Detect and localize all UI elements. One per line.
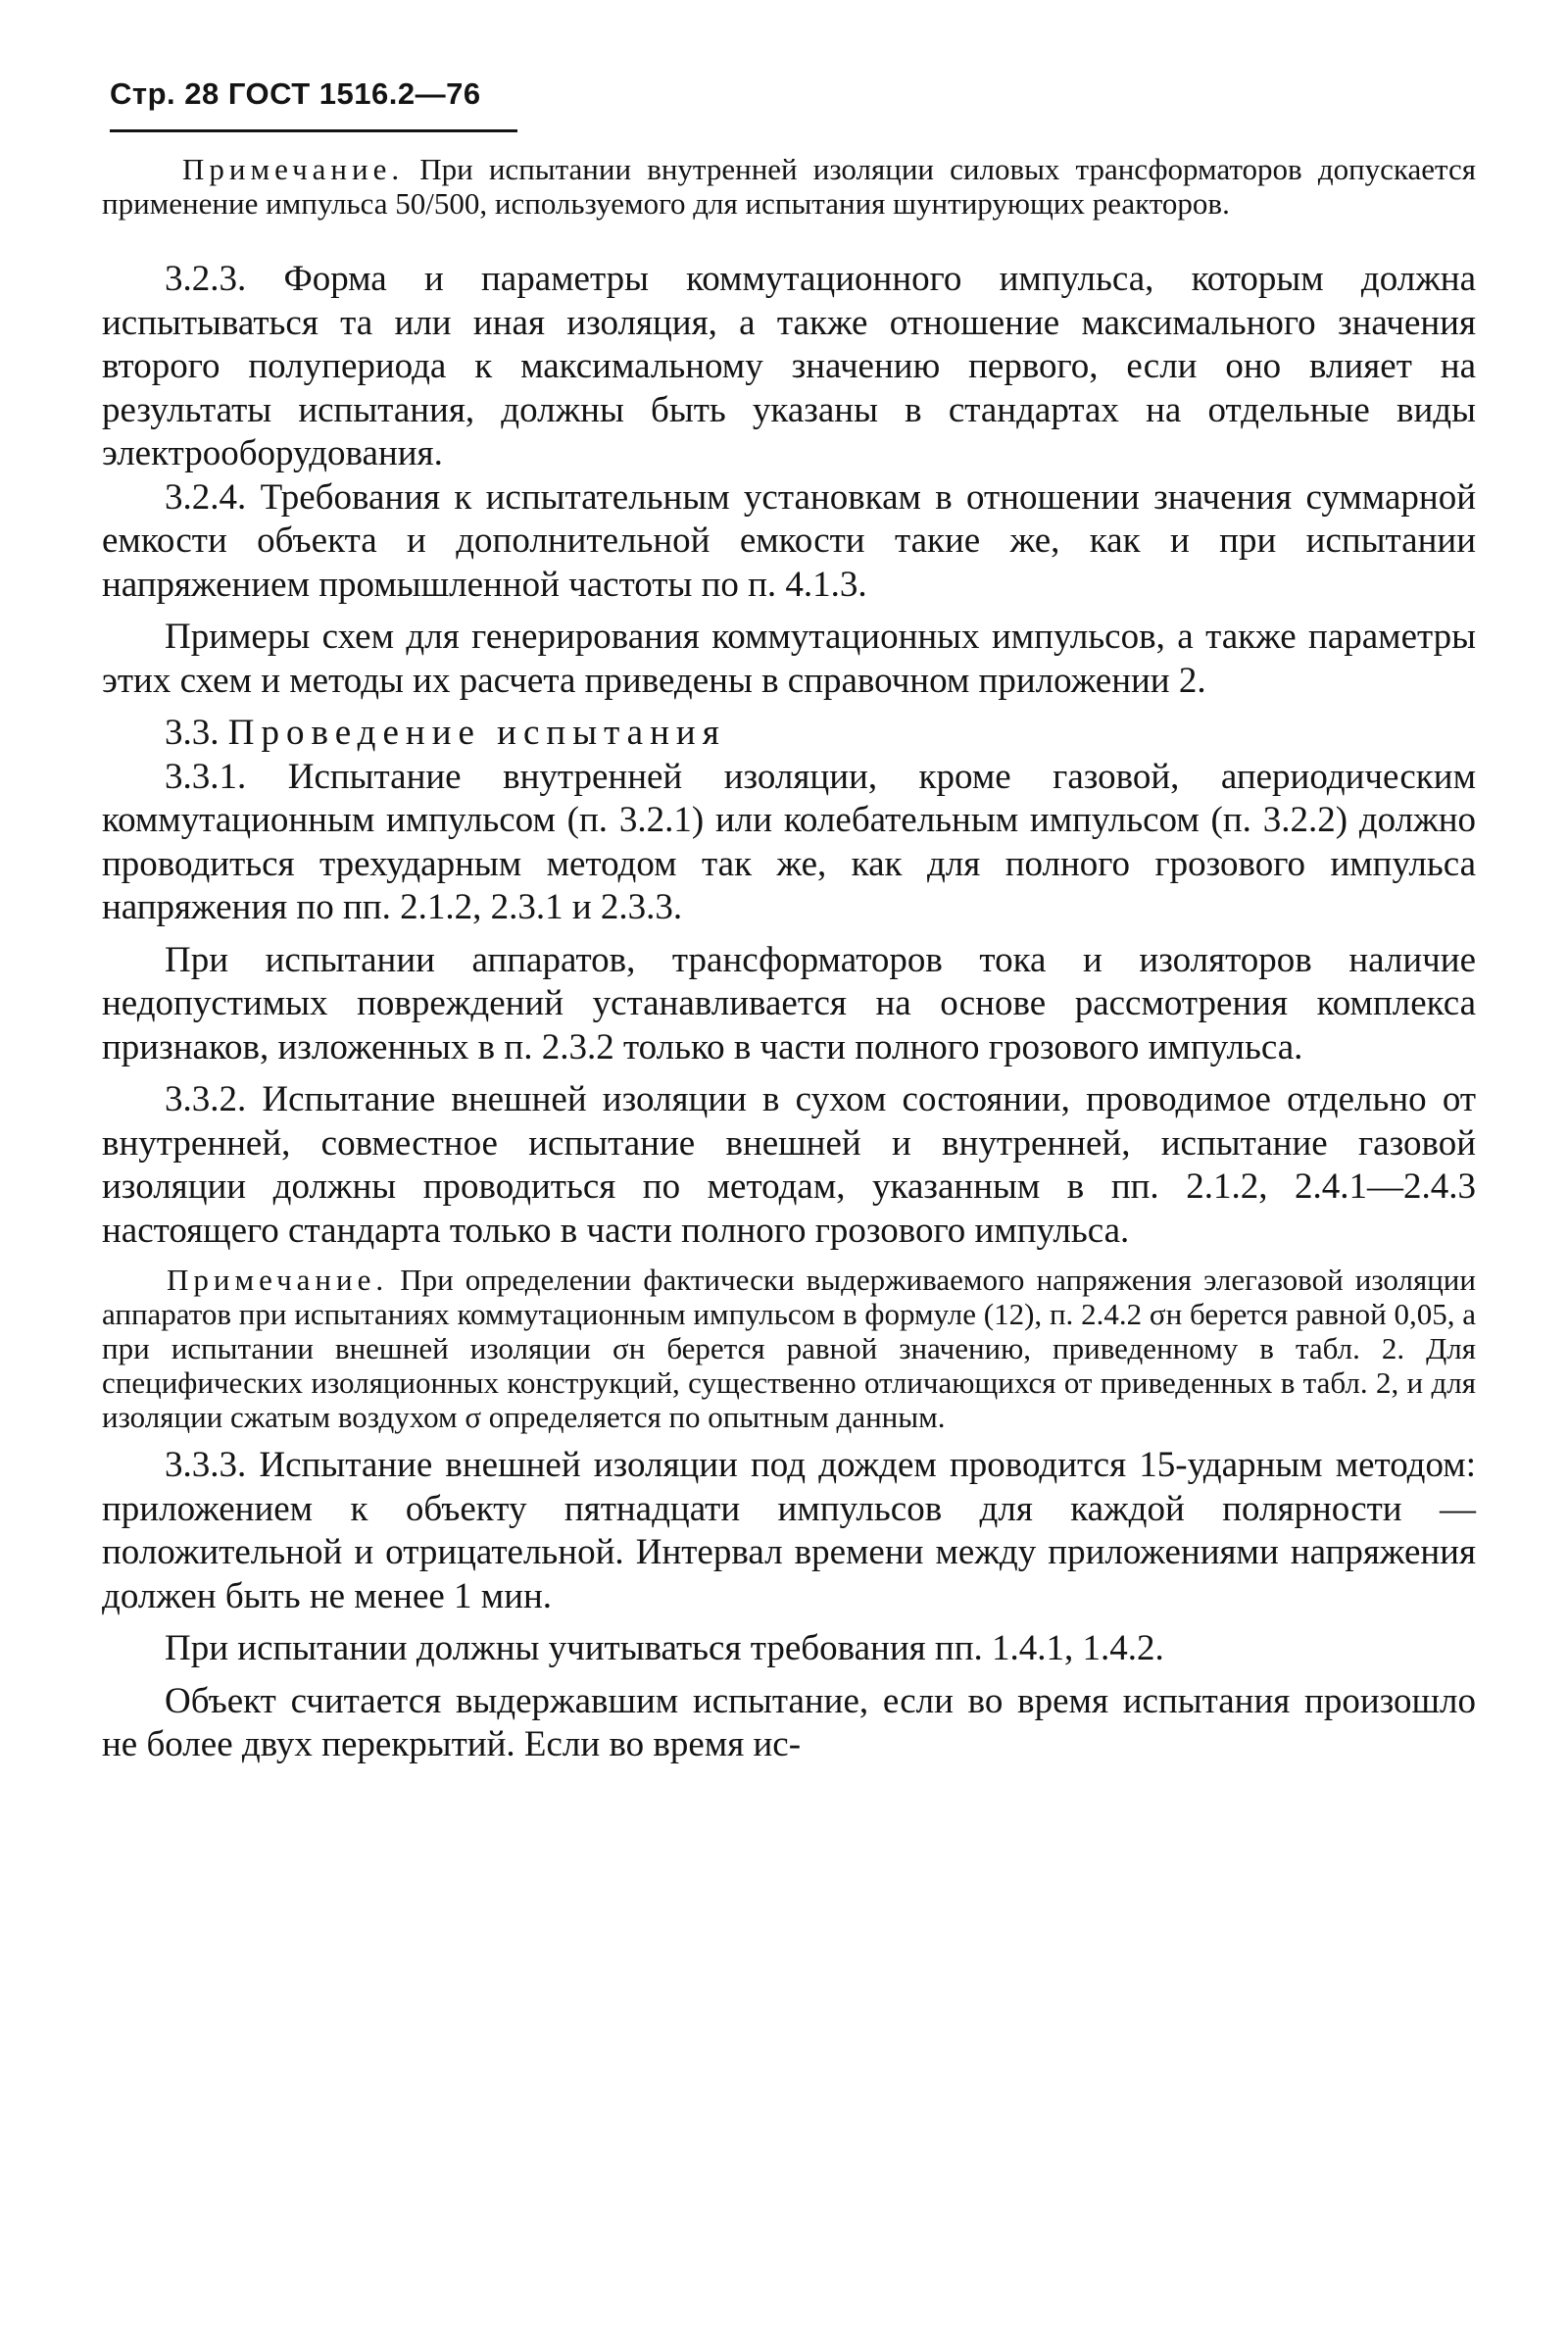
page-header: Стр. 28 ГОСТ 1516.2—76 bbox=[110, 76, 481, 111]
header-rule bbox=[110, 129, 517, 132]
note-paragraph bbox=[102, 1263, 1476, 1434]
note-text: При испытании внутренней изоляции силовых трансформаторов допускается применение импульса 50/500, используемого для испытания шунтирующих реакторов. bbox=[102, 152, 1476, 221]
note-label: Примечание. bbox=[167, 1263, 389, 1297]
section-heading bbox=[102, 712, 1476, 756]
page-content bbox=[102, 152, 1476, 1767]
section-title: Проведение испытания bbox=[227, 713, 726, 753]
paragraph-3-2-3: 3.2.3. Форма и параметры коммутационного импульса, которым должна испытываться та или иная изоляция, а также отношение максимального значения второго полупериода к максимальному значению первого, если оно влияет на результаты испытания, должны быть указаны в стандартах на отдельные виды электрооборудования. bbox=[102, 259, 1476, 473]
paragraph-3-3-2: 3.3.2. Испытание внешней изоляции в сухом состоянии, проводимое отдельно от внутренней, совместное испытание внешней и внутренней, испытание газовой изоляции должны проводиться по методам, указанным в пп. 2.1.2, 2.4.1—2.4.3 настоящего стандарта только в части полного грозового импульса. bbox=[102, 1079, 1476, 1251]
section-number: 3.3. bbox=[165, 713, 220, 753]
paragraph-3-3-1: 3.3.1. Испытание внутренней изоляции, кроме газовой, апериодическим коммутационным импульсом (п. 3.2.1) или колебательным импульсом (п. 3.2.2) должно проводиться трехударным методом так же, как для полного грозового импульса напряжения по пп. 2.1.2, 2.3.1 и 2.3.3. bbox=[102, 756, 1476, 927]
note-label: Примечание. bbox=[182, 152, 405, 186]
note-paragraph bbox=[102, 152, 1476, 221]
paragraph-requirements: При испытании должны учитываться требования пп. 1.4.1, 1.4.2. bbox=[165, 1628, 1164, 1668]
note-text: При определении фактически выдерживаемого напряжения элегазовой изоляции аппаратов при испытаниях коммутационным импульсом в формуле (12), п. 2.4.2 σн берется равной 0,05, а при испытании внешней изоляции σн берется равной значению, приведенному в табл. 2. Для специфических изоляционных конструкций, существенно отличающихся от приведенных в табл. 2, и для изоляции сжатым воздухом σ определяется по опытным данным. bbox=[102, 1263, 1476, 1434]
paragraph-pass-criteria: Объект считается выдержавшим испытание, если во время испытания произошло не более двух перекрытий. Если во время ис- bbox=[102, 1680, 1476, 1764]
paragraph-3-2-4: 3.2.4. Требования к испытательным установкам в отношении значения суммарной емкости объекта и дополнительной емкости такие же, как и при испытании напряжением промышленной частоты по п. 4.1.3. bbox=[102, 476, 1476, 605]
paragraph-3-3-3: 3.3.3. Испытание внешней изоляции под дождем проводится 15-ударным методом: приложением к объекту пятнадцати импульсов для каждой полярности — положительной и отрицательной. Интервал времени между приложениями напряжения должен быть не менее 1 мин. bbox=[102, 1445, 1476, 1616]
paragraph-apparatus-testing: При испытании аппаратов, трансформаторов тока и изоляторов наличие недопустимых повреждений устанавливается на основе рассмотрения комплекса признаков, изложенных в п. 2.3.2 только в части полного грозового импульса. bbox=[102, 939, 1476, 1067]
paragraph-circuit-examples: Примеры схем для генерирования коммутационных импульсов, а также параметры этих схем и методы их расчета приведены в справочном приложении 2. bbox=[102, 617, 1476, 701]
